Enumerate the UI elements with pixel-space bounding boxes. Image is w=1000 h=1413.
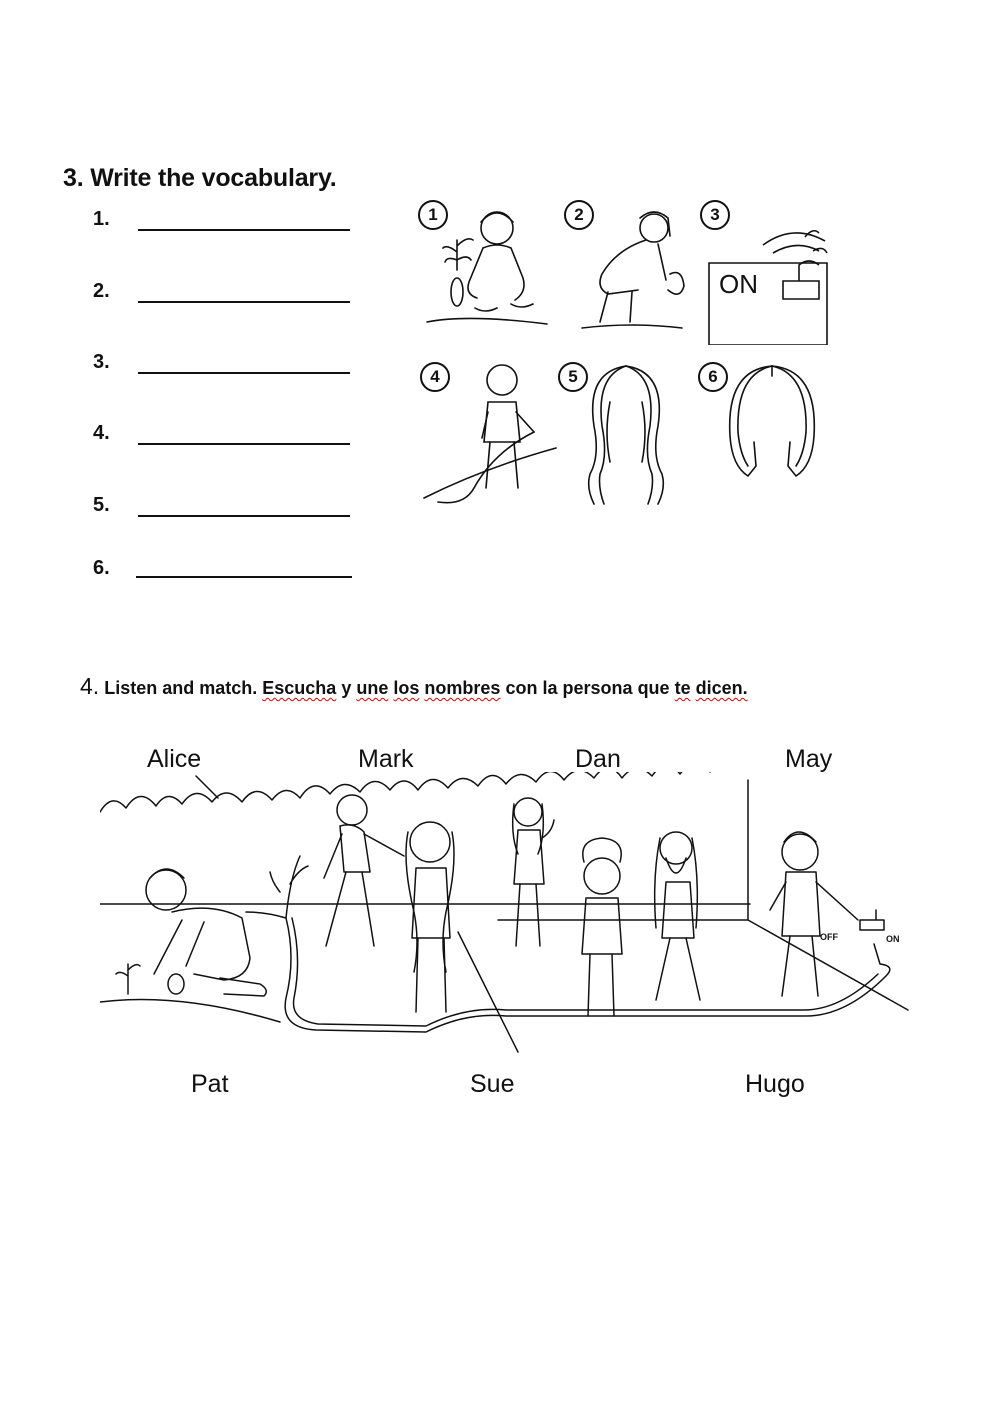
exercise-4-title bbox=[80, 673, 748, 700]
exercise-4-title-en: Listen and match. bbox=[104, 678, 258, 698]
item-number-4: 4. bbox=[93, 422, 110, 444]
item-number-2: 2. bbox=[93, 280, 110, 302]
title-word-persona: persona bbox=[562, 678, 633, 698]
picture-3-tap-on bbox=[703, 225, 831, 345]
title-word-te: te bbox=[674, 678, 691, 698]
name-mark[interactable]: Mark bbox=[358, 745, 414, 773]
name-may[interactable]: May bbox=[785, 745, 833, 773]
picture-badge-6: 6 bbox=[698, 362, 728, 392]
title-word-la: la bbox=[542, 678, 558, 698]
picture-badge-3: 3 bbox=[700, 200, 730, 230]
name-alice[interactable]: Alice bbox=[147, 745, 202, 773]
tap-on-label: ON bbox=[886, 934, 900, 944]
answer-line-5[interactable] bbox=[138, 515, 350, 517]
answer-line-4[interactable] bbox=[138, 443, 350, 445]
title-word-con: con bbox=[505, 678, 538, 698]
picture-5-long-wavy-hair bbox=[570, 362, 682, 510]
item-number-6: 6. bbox=[93, 557, 110, 579]
title-word-dicen: dicen. bbox=[695, 678, 748, 698]
picture-badge-5: 5 bbox=[558, 362, 588, 392]
exercise-3-title: 3. Write the vocabulary. bbox=[63, 164, 337, 192]
name-hugo[interactable]: Hugo bbox=[745, 1070, 805, 1098]
answer-line-6[interactable] bbox=[136, 576, 352, 578]
picture-6-short-straight-hair bbox=[722, 362, 822, 490]
title-word-escucha: Escucha bbox=[262, 678, 337, 698]
title-word-que: que bbox=[637, 678, 670, 698]
picture-badge-1: 1 bbox=[418, 200, 448, 230]
title-word-une: une bbox=[356, 678, 389, 698]
title-word-y: y bbox=[341, 678, 352, 698]
picture-badge-4: 4 bbox=[420, 362, 450, 392]
item-number-5: 5. bbox=[93, 494, 110, 516]
answer-line-3[interactable] bbox=[138, 372, 350, 374]
item-number-1: 1. bbox=[93, 208, 110, 230]
name-pat[interactable]: Pat bbox=[191, 1070, 229, 1098]
answer-line-2[interactable] bbox=[138, 301, 350, 303]
title-word-nombres: nombres bbox=[424, 678, 501, 698]
title-word-los: los bbox=[393, 678, 420, 698]
name-sue[interactable]: Sue bbox=[470, 1070, 515, 1098]
picture-badge-2: 2 bbox=[564, 200, 594, 230]
garden-scene bbox=[100, 772, 910, 1072]
item-number-3: 3. bbox=[93, 351, 110, 373]
tap-off-label: OFF bbox=[820, 932, 838, 942]
exercise-4-number: 4. bbox=[80, 673, 100, 699]
tap-on-sign: ON bbox=[719, 269, 758, 299]
name-dan[interactable]: Dan bbox=[575, 745, 621, 773]
answer-line-1[interactable] bbox=[138, 229, 350, 231]
